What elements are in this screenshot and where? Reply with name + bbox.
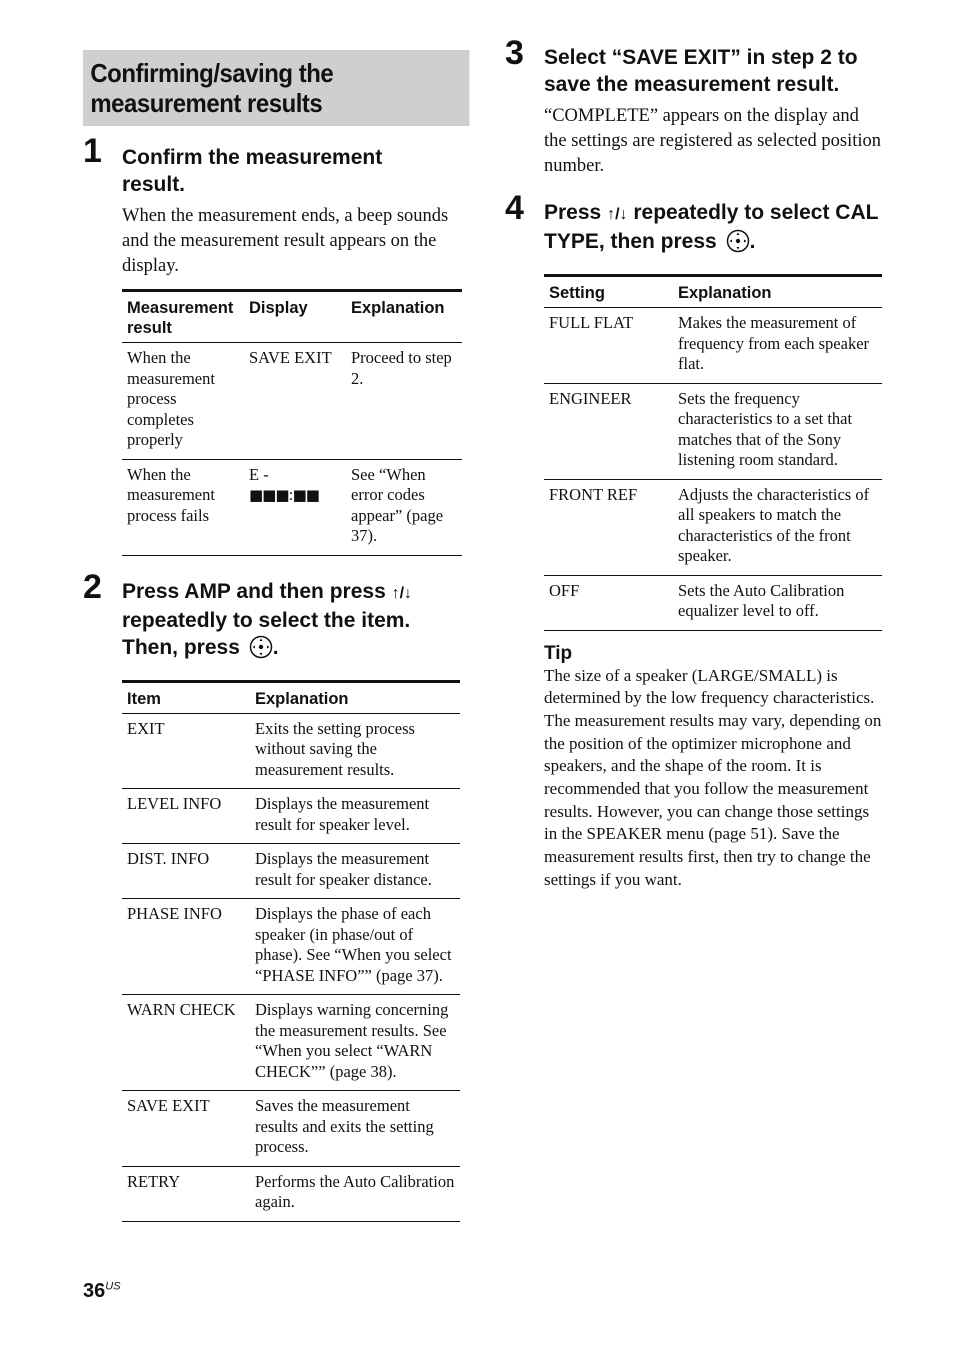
cell-explanation: Proceed to step 2. bbox=[346, 343, 462, 460]
col-header-display: Display bbox=[244, 291, 346, 343]
step-3 bbox=[505, 36, 883, 179]
cell-explanation: Exits the setting process without saving the measurement results. bbox=[250, 713, 460, 789]
table-row bbox=[122, 995, 460, 1091]
cell-result: When the measurement process completes properly bbox=[122, 343, 244, 460]
error-code-blocks: ■■■:■■ bbox=[249, 486, 319, 504]
item-table bbox=[122, 680, 460, 1222]
page-number-value: 36 bbox=[83, 1280, 106, 1302]
table-header-row bbox=[544, 276, 882, 308]
step-1-body: When the measurement ends, a beep sounds and the measurement result appears on the display. bbox=[122, 206, 449, 276]
cell-explanation: Saves the measurement results and exits the setting process. bbox=[250, 1091, 460, 1167]
cell-explanation: Adjusts the characteristics of all speakers to match the characteristics of the front speaker. bbox=[673, 479, 882, 575]
enter-button-icon bbox=[249, 635, 273, 666]
step-4-title-part-b: repeatedly to select bbox=[633, 201, 830, 224]
cell-explanation: Performs the Auto Calibration again. bbox=[250, 1166, 460, 1221]
step-3-title: Select “SAVE EXIT” in step 2 to save the measurement result. bbox=[544, 46, 858, 96]
cell-item: EXIT bbox=[122, 713, 250, 789]
cell-item: DIST. INFO bbox=[122, 844, 250, 899]
cell-explanation: Makes the measurement of frequency from each speaker flat. bbox=[673, 308, 882, 384]
cell-explanation: Displays warning concerning the measurement results. See “When you select “WARN CHECK”” (page 38). bbox=[250, 995, 460, 1091]
col-header-explanation: Explanation bbox=[346, 291, 462, 343]
cell-explanation: Displays the measurement result for speaker level. bbox=[250, 789, 460, 844]
table-header-row bbox=[122, 291, 462, 343]
measurement-result-table bbox=[122, 289, 462, 556]
up-down-arrow-icon: ↑/↓ bbox=[607, 206, 628, 223]
up-down-arrow-icon: ↑/↓ bbox=[391, 584, 413, 602]
table-row bbox=[122, 459, 462, 555]
table-row bbox=[122, 343, 462, 460]
enter-button-icon bbox=[726, 229, 750, 260]
step-4-title: Press ↑/↓ repeatedly to select CAL TYPE, then press . bbox=[544, 191, 883, 260]
col-header-explanation: Explanation bbox=[673, 276, 882, 308]
table-row bbox=[544, 479, 882, 575]
step-4 bbox=[505, 191, 883, 892]
table-row bbox=[122, 844, 460, 899]
cell-item: RETRY bbox=[122, 1166, 250, 1221]
step-3-body: “COMPLETE” appears on the display and the settings are registered as selected position number. bbox=[544, 106, 882, 176]
col-header-setting: Setting bbox=[544, 276, 673, 308]
cell-setting: FRONT REF bbox=[544, 479, 673, 575]
table-header-row bbox=[122, 681, 460, 713]
table-row bbox=[122, 789, 460, 844]
cell-result: When the measurement process fails bbox=[122, 459, 244, 555]
col-header-measurement-result: Measurement result bbox=[122, 291, 244, 343]
step-4-number: 4 bbox=[505, 189, 524, 227]
step-2 bbox=[83, 568, 461, 1222]
step-1-title-line1: Confirm the measurement bbox=[122, 146, 383, 169]
right-column bbox=[505, 36, 883, 892]
table-row bbox=[122, 899, 460, 995]
cell-item: LEVEL INFO bbox=[122, 789, 250, 844]
tip-body bbox=[544, 665, 883, 892]
left-column bbox=[83, 50, 461, 1222]
cell-item: PHASE INFO bbox=[122, 899, 250, 995]
page-region: US bbox=[105, 1280, 121, 1293]
table-row bbox=[122, 1091, 460, 1167]
table-row bbox=[122, 1166, 460, 1221]
cell-display bbox=[244, 459, 346, 555]
step-4-title-part-a: Press bbox=[544, 201, 602, 224]
step-3-number: 3 bbox=[505, 34, 524, 72]
tip-paragraph-2: The measurement results may vary, depending on the position of the optimizer microphone and speakers, and the shape of the room. It is recommended that you follow the measurement results. However, you can change those settings in the SPEAKER menu (page 51). Save the measurement results first, then try to change the settings if you want. bbox=[544, 710, 882, 889]
step-2-title: Press AMP and then press ↑/↓ repeatedly to select the item. Then, press . bbox=[122, 568, 461, 666]
step-1 bbox=[83, 132, 461, 556]
cell-explanation: Displays the phase of each speaker (in phase/out of phase). See “When you select “PHASE INFO”” (page 37). bbox=[250, 899, 460, 995]
cell-display: SAVE EXIT bbox=[244, 343, 346, 460]
tip-paragraph-1: The size of a speaker (LARGE/SMALL) is determined by the low frequency characteristics. bbox=[544, 665, 875, 708]
cell-explanation: Displays the measurement result for speaker distance. bbox=[250, 844, 460, 899]
col-header-explanation: Explanation bbox=[250, 681, 460, 713]
tip-title: Tip bbox=[544, 642, 573, 664]
step-2-title-part-c: Then, press bbox=[122, 635, 240, 659]
step-4-title-part-c: CAL TYPE, then press bbox=[544, 201, 879, 253]
table-row bbox=[544, 575, 882, 630]
table-row bbox=[122, 713, 460, 789]
step-1-number: 1 bbox=[83, 132, 102, 170]
col-header-item: Item bbox=[122, 681, 250, 713]
step-2-number: 2 bbox=[83, 567, 102, 606]
step-2-title-part-a: Press AMP and then press bbox=[122, 579, 386, 603]
cell-setting: ENGINEER bbox=[544, 383, 673, 479]
cell-setting: FULL FLAT bbox=[544, 308, 673, 384]
cell-item: SAVE EXIT bbox=[122, 1091, 250, 1167]
cell-explanation: See “When error codes appear” (page 37). bbox=[346, 459, 462, 555]
cell-explanation: Sets the frequency characteristics to a set that matches that of the Sony listening room standard. bbox=[673, 383, 882, 479]
step-1-title bbox=[122, 132, 461, 198]
cell-item: WARN CHECK bbox=[122, 995, 250, 1091]
cell-explanation: Sets the Auto Calibration equalizer level to off. bbox=[673, 575, 882, 630]
table-row bbox=[544, 308, 882, 384]
error-code-prefix: E - bbox=[249, 464, 269, 484]
cal-type-table bbox=[544, 274, 882, 631]
step-1-title-line2: result. bbox=[122, 173, 186, 196]
section-title bbox=[83, 50, 469, 126]
cell-setting: OFF bbox=[544, 575, 673, 630]
section-title-line2: measurement results bbox=[90, 88, 323, 118]
page-number bbox=[83, 1280, 121, 1303]
step-2-title-part-b: repeatedly to select the item. bbox=[122, 608, 411, 632]
section-title-line1: Confirming/saving the bbox=[90, 58, 334, 88]
table-row bbox=[544, 383, 882, 479]
